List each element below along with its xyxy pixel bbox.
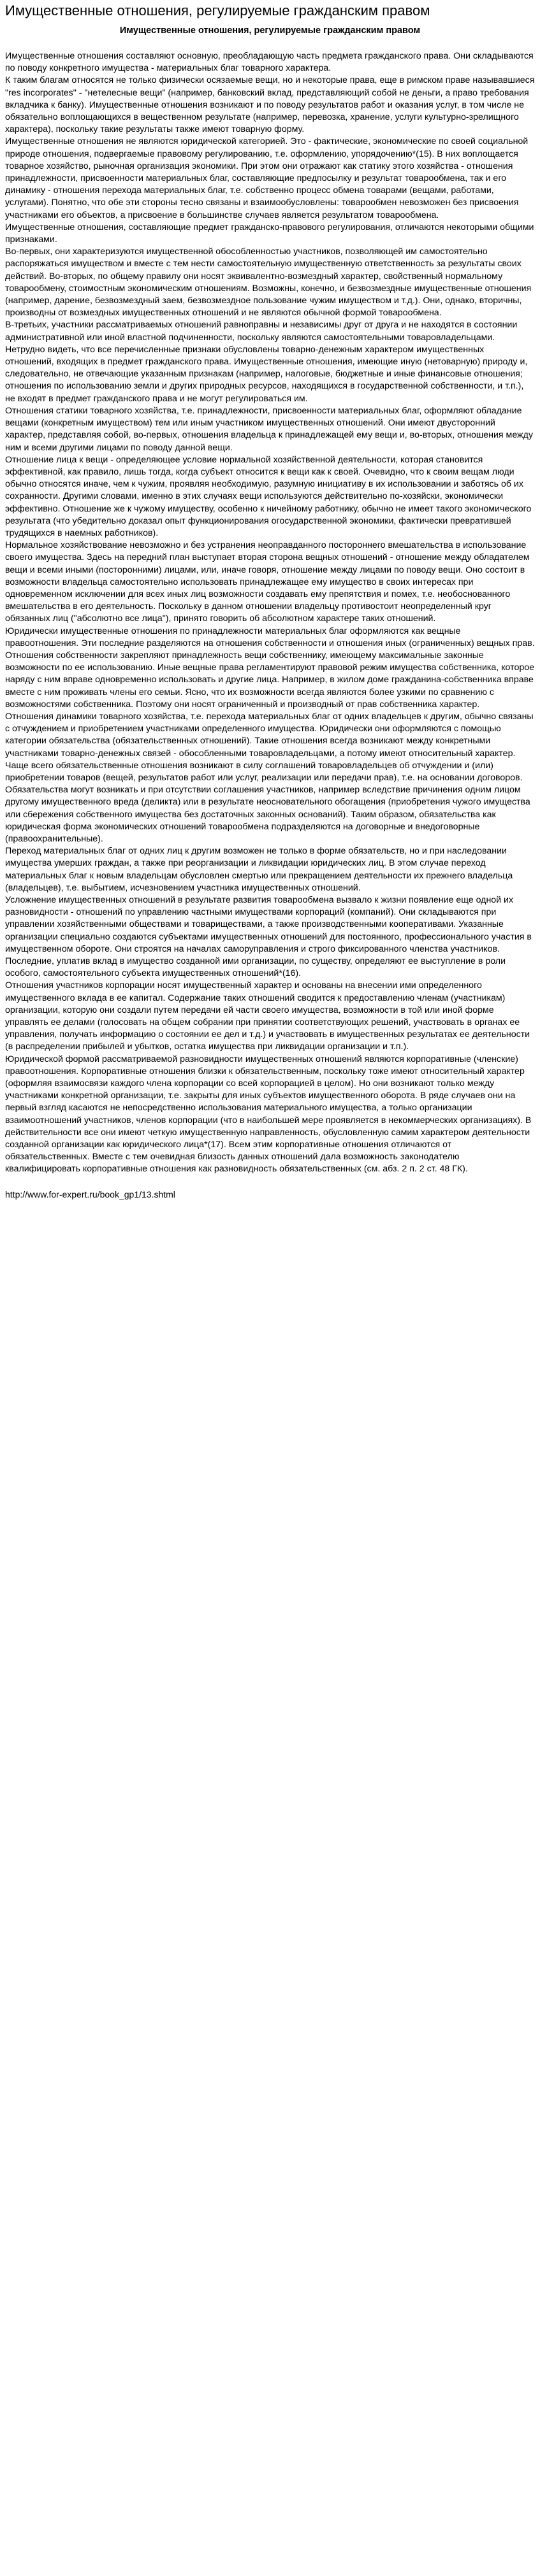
paragraph: Юридической формой рассматриваемой разновидности имущественных отношений являются корпоративные (членские) правоотношения. Корпоративные отношения близки к обязательственным, поскольку тоже имеют относительный характер (оформляя взаимосвязи каждого члена корпорации со всей корпорацией в целом). Но они возникают только между участниками конкретной организации, т.е. закрыты для иных субъектов имущественного оборота. В ряде случаев они на первый взгляд касаются не непосредственно использования материального имущества, а только организации взаимоотношений участников, членов корпорации (что в наибольшей мере проявляется в некоммерческих организациях). В действительности все они имеют четкую имущественную направленность, обусловленную самим характером деятельности созданной организации как юридического лица*(17). Всем этим корпоративные отношения отличаются от обязательственных. Вместе с тем очевидная близость данных отношений дала возможность законодателю квалифицировать корпоративные отношения как разновидность обязательственных (см. абз. 2 п. 2 ст. 48 ГК).	[5, 1054, 532, 1175]
paragraph: Юридически имущественные отношения по принадлежности материальных благ оформляются как вещные правоотношения. Эти последние разделяются на отношения собственности и отношения иных (ограниченных) вещных прав. Отношения собственности закрепляют принадлежность вещи собственнику, имеющему максимальные законные возможности по ее использованию. Иные вещные права регламентируют правовой режим имущества собственника, которое наряду с ним вправе одновременно использовать и другие лица. Например, в жилом доме гражданина-собственника вправе вместе с ним проживать члены его семьи. Ясно, что их возможности всегда являются более узкими по сравнению с возможностями собственника. Поэтому они носят ограниченный и производный от прав собственника характер.	[5, 626, 535, 710]
article-body	[5, 50, 535, 1176]
paragraph: Отношения статики товарного хозяйства, т.е. принадлежности, присвоенности материальных благ, оформляют обладание вещами (конкретным имуществом) тем или иным участником имущественных отношений. Они имеют двусторонний характер, представляя собой, во-первых, отношения владельца к принадлежащей ему вещи и, во-вторых, отношения между ним и всеми другими лицами по поводу данной вещи.	[5, 405, 533, 453]
page-title: Имущественные отношения, регулируемые гражданским правом	[5, 3, 430, 18]
paragraph: Переход материальных благ от одних лиц к другим возможен не только в форме обязательств, но и при наследовании имущества умерших граждан, а также при реорганизации и ликвидации юридических лиц. В этом случае переход материальных благ к новым владельцам обусловлен смертью или прекращением деятельности их прежнего владельца (владельцев), т.е. выбытием, исчезновением участника имущественных отношений.	[5, 846, 513, 893]
paragraph: Имущественные отношения, составляющие предмет гражданско-правового регулирования, отличаются некоторыми общими признаками.	[5, 222, 534, 245]
source-url: http://www.for-expert.ru/book_gp1/13.shtml	[5, 1189, 175, 1199]
paragraph: Имущественные отношения не являются юридической категорией. Это - фактические, экономические по своей социальной природе отношения, подвергаемые правовому регулированию, т.е. оформлению, упорядочению*(15). В них воплощается товарное хозяйство, рыночная организация экономики. При этом они отражают как статику этого хозяйства - отношения принадлежности, присвоенности материальных благ, составляющие предпосылку и результат товарообмена, так и его динамику - отношения перехода материальных благ, т.е. собственно процесс обмена товарами (вещами, работами, услугами). Понятно, что обе эти стороны тесно связаны и взаимообусловлены: товарообмен невозможен без присвоения участниками его объектов, а присвоение в большинстве случаев является результатом товарообмена.	[5, 136, 529, 220]
paragraph: Нормальное хозяйствование невозможно и без устранения неоправданного постороннего вмешательства в использование своего имущества. Здесь на передний план выступает вторая сторона вещных отношений - отношение между обладателем вещи и всеми иными (посторонними) лицами, или, иначе говоря, отношение между лицами по поводу вещи. Оно состоит в возможности владельца самостоятельно использовать принадлежащее ему имущество в своих интересах при одновременном исключении для всех иных лиц возможности создавать ему препятствия и помех, т.е. необоснованного вмешательства в его деятельность. Поскольку в данном отношении владельцу противостоит неопределенный круг обязанных лиц ("абсолютно все лица"), принято говорить об абсолютном характере таких отношений.	[5, 540, 530, 624]
paragraph: К таким благам относятся не только физически осязаемые вещи, но и некоторые права, еще в римском праве называвшиеся "res incorporates" - "нетелесные вещи" (например, банковский вклад, представляющий собой не деньги, а право требования вкладчика к банку). Имущественные отношения возникают и по поводу результатов работ и оказания услуг, в том числе не обязательно воплощающихся в вещественном результате (например, перевозка, хранение, услуги культурно-зрелищного характера), поскольку такие результаты также имеют товарную форму.	[5, 75, 535, 135]
paragraph: Отношения динамики товарного хозяйства, т.е. перехода материальных благ от одних владельцев к другим, обычно связаны с отчуждением и приобретением участниками определенного имущества. Юридически они оформляются с помощью категории обязательства (обязательственных отношений). Такие отношения всегда возникают между конкретными участниками товарно-денежных связей - обособленными товаровладельцами, а потому имеют относительный характер.	[5, 711, 534, 759]
paragraph: Отношения участников корпорации носят имущественный характер и основаны на внесении ими определенного имущественного вклада в ее капитал. Содержание таких отношений сводится к предоставлению членам (участникам) организации, которую они создали путем передачи ей части своего имущества, возможности в той или иной форме управлять ее делами (голосовать на общем собрании при принятии соответствующих решений, участвовать в органах ее управления, получать информацию о состоянии ее дел и т.д.) и участвовать в имущественных результатах ее деятельности (в распределении прибылей и убытков, остатка имущества при ликвидации организации и т.п.).	[5, 980, 530, 1052]
document-page	[0, 0, 540, 1204]
paragraph: Усложнение имущественных отношений в результате развития товарообмена вызвало к жизни появление еще одной их разновидности - отношений по управлению частными имуществами корпораций (компаний). Они складываются при управлении хозяйственными обществами и товариществами, а также производственными кооперативами. Указанные организации специально создаются субъектами имущественных отношений для постоянного, профессионального участия в имущественном обороте. Они строятся на началах саморуправления и строго фиксированного членства участников. Последние, уплатив вклад в имущество созданной ими организации, по существу, определяют ее выступление в роли особого, самостоятельного субъекта имущественных отношений*(16).	[5, 895, 532, 979]
paragraph: Чаще всего обязательственные отношения возникают в силу соглашений товаровладельцев об отчуждении и (или) приобретении товаров (вещей, результатов работ или услуг, реализации или передачи прав), т.е. на основании договоров. Обязательства могут возникать и при отсутствии соглашения участников, например вследствие причинения одним лицом другому имущественного вреда (деликта) или в результате неосновательного обогащения (приобретения чужого имущества или сбережения собственного имущества без достаточных законных оснований). Таким образом, обязательства как юридическая форма экономических отношений товарообмена подразделяются на договорные и внедоговорные (правоохранительные).	[5, 760, 530, 844]
paragraph: В-третьих, участники рассматриваемых отношений равноправны и независимы друг от друга и не находятся в состоянии административной или иной властной подчиненности, поскольку являются самостоятельными товаровладельцами. Нетрудно видеть, что все перечисленные признаки обусловлены товарно-денежным характером имущественных отношений, входящих в предмет гражданского права. Имущественные отношения, имеющие иную (нетоварную) природу и, следовательно, не отвечающие указанным признакам (например, налоговые, бюджетные и иные финансовые отношения; отношения по использованию земли и других природных ресурсов, находящихся в государственной собственности, и т.п.), не входят в предмет гражданского права и не могут регулироваться им.	[5, 320, 528, 404]
article-subtitle: Имущественные отношения, регулируемые гражданским правом	[119, 25, 421, 36]
paragraph: Имущественные отношения составляют основную, преобладающую часть предмета гражданского права. Они складываются по поводу конкретного имущества - материальных благ товарного характера.	[5, 51, 534, 74]
paragraph: Отношение лица к вещи - определяющее условие нормальной хозяйственной деятельности, которая становится эффективной, как правило, лишь тогда, когда субъект относится к вещи как к своей. Очевидно, что к своим вещам люди обычно относятся иначе, чем к чужим, проявляя необходимую, разумную инициативу в их использовании и заботясь об их сохранности. Другими словами, именно в этих случаях вещи используются действительно по-хозяйски, экономически эффективно. Отношение же к чужому имуществу, особенно к ничейному работнику, обычно не имеет такого экономического результата (что убедительно доказал опыт функционирования огосударственной экономики, фактически превратившей трудящихся в наемных работников).	[5, 454, 532, 538]
paragraph: Во-первых, они характеризуются имущественной обособленностью участников, позволяющей им самостоятельно распоряжаться имуществом и вместе с тем нести самостоятельную имущественную ответственность за результаты своих действий. Во-вторых, по общему правилу они носят эквивалентно-возмездный характер, свойственный нормальному товарообмену, стоимостным экономическим отношениям. Возможны, конечно, и безвозмездные имущественные отношения (например, дарение, безвозмездный заем, безвозмездное пользование чужим имуществом и т.д.). Они, однако, вторичны, производны от возмездных имущественных отношений и не являются обычной формой товарообмена.	[5, 247, 532, 318]
